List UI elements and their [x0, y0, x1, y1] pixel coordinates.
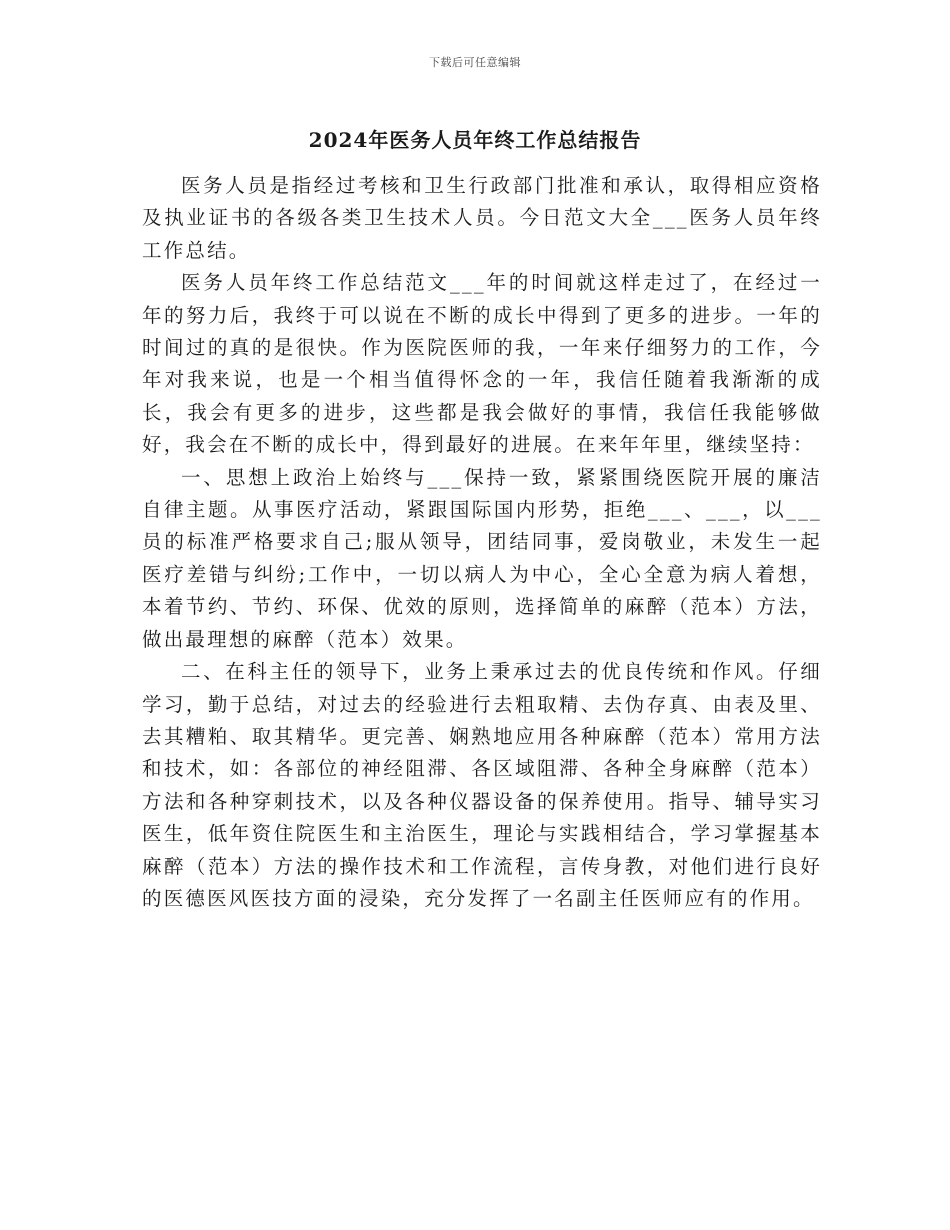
document-body: [142, 170, 822, 915]
paragraph-summary: 医务人员年终工作总结范文___年的时间就这样走过了，在经过一年的努力后，我终于可以说在不断的成长中得到了更多的进步。一年的时间过的真的是很快。作为医院医师的我，一年来仔细努力的工作，今年对我来说，也是一个相当值得怀念的一年，我信任随着我渐渐的成长，我会有更多的进步，这些都是我会做好的事情，我信任我能够做好，我会在不断的成长中，得到最好的进展。在来年年里，继续坚持：: [142, 271, 822, 457]
paragraph-section-1: 一、思想上政治上始终与___保持一致，紧紧围绕医院开展的廉洁自律主题。从事医疗活动，紧跟国际国内形势，拒绝___、___，以___员的标准严格要求自己;服从领导，团结同事，爱岗敬业，未发生一起医疗差错与纠纷;工作中，一切以病人为中心，全心全意为病人着想，本着节约、节约、环保、优效的原则，选择简单的麻醉（范本）方法，做出最理想的麻醉（范本）效果。: [142, 465, 822, 651]
paragraph-section-2: 二、在科主任的领导下，业务上秉承过去的优良传统和作风。仔细学习，勤于总结，对过去的经验进行去粗取精、去伪存真、由表及里、去其糟粕、取其精华。更完善、娴熟地应用各种麻醉（范本）常用方法和技术，如：各部位的神经阻滞、各区域阻滞、各种全身麻醉（范本）方法和各种穿刺技术，以及各种仪器设备的保养使用。指导、辅导实习医生，低年资住院医生和主治医生，理论与实践相结合，学习掌握基本麻醉（范本）方法的操作技术和工作流程，言传身教，对他们进行良好的医德医风医技方面的浸染，充分发挥了一名副主任医师应有的作用。: [142, 660, 822, 910]
paragraph-intro: 医务人员是指经过考核和卫生行政部门批准和承认，取得相应资格及执业证书的各级各类卫生技术人员。今日范文大全___医务人员年终工作总结。: [142, 174, 822, 262]
header-note: 下载后可任意编辑: [429, 56, 521, 69]
page-title: 2024年医务人员年终工作总结报告: [308, 128, 642, 152]
